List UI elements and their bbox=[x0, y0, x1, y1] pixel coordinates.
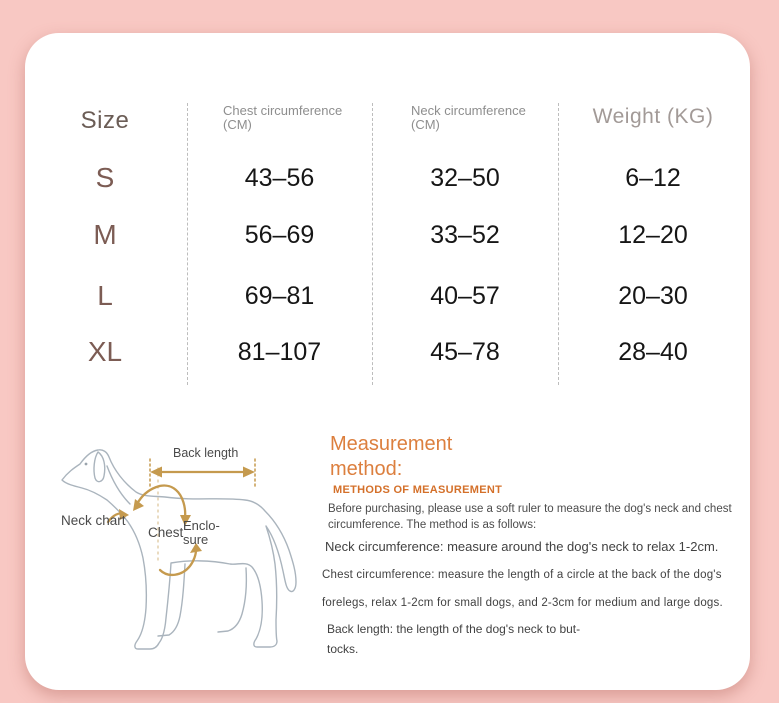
dog-ear bbox=[94, 452, 105, 482]
weight-cell: 6–12 bbox=[625, 164, 681, 192]
title-line2: method: bbox=[330, 457, 403, 480]
back-note-line1: Back length: the length of the dog's neck to but- bbox=[327, 622, 581, 636]
chest-cell: 81–107 bbox=[237, 338, 322, 366]
neck-column-header bbox=[411, 104, 526, 132]
dog-outline bbox=[62, 450, 296, 649]
size-cell: S bbox=[95, 162, 115, 193]
dog-far-hind-leg bbox=[218, 568, 246, 632]
neck-cell: 45–78 bbox=[430, 338, 500, 366]
chest-column-label: Chest circumference bbox=[223, 103, 343, 118]
weight-cell: 12–20 bbox=[618, 221, 688, 249]
title-line1: Measurement bbox=[330, 433, 453, 455]
intro-line1: Before purchasing, please use a soft ruler to measure the dog's neck and chest bbox=[328, 503, 732, 515]
measurement-method-subtitle: METHODS OF MEASUREMENT bbox=[333, 484, 503, 496]
neck-circumference-note: Neck circumference: measure around the dog's neck to relax 1-2cm. bbox=[325, 539, 719, 554]
chest-cell: 43–56 bbox=[244, 164, 315, 192]
dog-neck-line bbox=[107, 466, 130, 504]
chest-cell: 56–69 bbox=[244, 221, 315, 249]
enclosure-label-line1: Enclo- bbox=[183, 518, 220, 533]
neck-cell: 32–50 bbox=[430, 164, 500, 192]
arrowhead-left bbox=[150, 467, 162, 478]
neck-cell: 33–52 bbox=[430, 221, 500, 249]
size-cell: XL bbox=[87, 336, 123, 367]
weight-cell: 28–40 bbox=[618, 338, 688, 366]
enclosure-label bbox=[183, 519, 220, 546]
weight-cell: 20–30 bbox=[618, 282, 688, 310]
chest-column-header bbox=[223, 104, 342, 132]
arrowhead-right bbox=[243, 467, 255, 478]
chest-circumference-note-line2: forelegs, relax 1-2cm for small dogs, and 2-3cm for medium and large dogs. bbox=[322, 597, 723, 609]
back-note-line2: tocks. bbox=[327, 642, 359, 656]
dog-measurement-diagram bbox=[50, 438, 310, 688]
chest-circumference-note-line1: Chest circumference: measure the length of a circle at the back of the dog's bbox=[322, 569, 722, 581]
chest-cell: 69–81 bbox=[244, 282, 315, 310]
size-cell: M bbox=[93, 219, 117, 250]
back-length-label: Back length bbox=[173, 446, 239, 460]
dog-eye bbox=[85, 463, 88, 466]
enclosure-label-line2: sure bbox=[183, 531, 209, 547]
neck-column-label: Neck circumference bbox=[411, 103, 526, 118]
neck-chart-label: Neck chart bbox=[61, 513, 126, 528]
chest-loop-arrow bbox=[137, 486, 185, 518]
back-length-note bbox=[327, 619, 657, 659]
size-column-header: Size bbox=[80, 107, 130, 134]
neck-cell: 40–57 bbox=[430, 282, 500, 310]
chest-column-unit: (CM) bbox=[223, 117, 252, 132]
measurement-intro bbox=[328, 501, 738, 533]
weight-column-header: Weight (KG) bbox=[592, 105, 714, 128]
size-cell: L bbox=[97, 280, 113, 311]
neck-column-unit: (CM) bbox=[411, 117, 440, 132]
measurement-method-title bbox=[330, 432, 452, 481]
content-card bbox=[25, 33, 750, 690]
chest-label: Chest bbox=[148, 525, 184, 540]
intro-line2: circumference. The method is as follows: bbox=[328, 519, 537, 531]
